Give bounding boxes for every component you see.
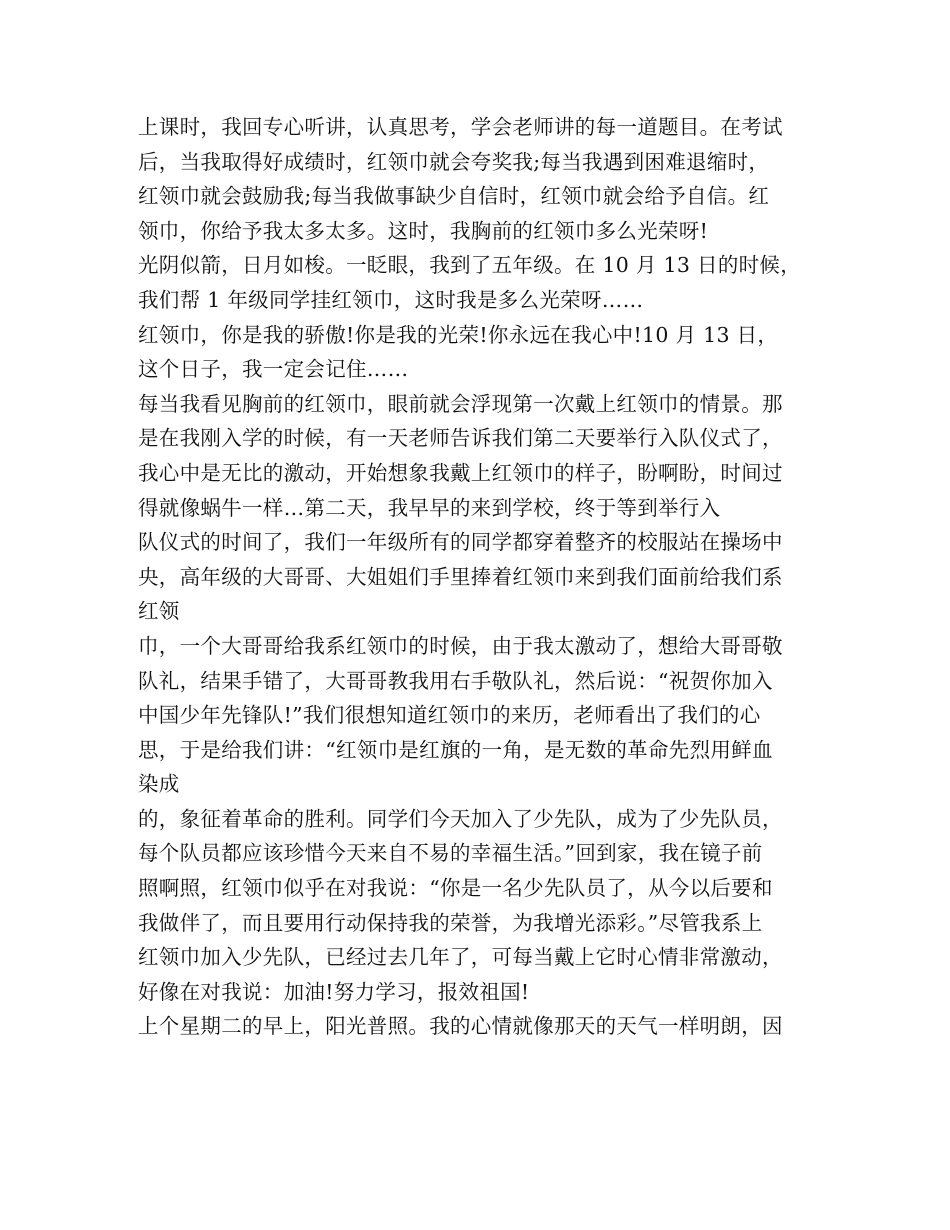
text-line: 光阴似箭，日月如梭。一眨眼，我到了五年级。在 10 月 13 日的时候， — [138, 253, 802, 278]
text-line: 每个队员都应该珍惜今天来自不易的幸福生活。”回到家，我在镜子前 — [138, 841, 763, 866]
text-line: 得就像蜗牛一样…第二天，我早早的来到学校，终于等到举行入 — [138, 495, 721, 520]
text-line: 我心中是无比的激动，开始想象我戴上红领巾的样子，盼啊盼，时间过 — [138, 460, 783, 485]
text-line: 我做伴了，而且要用行动保持我的荣誉，为我增光添彩。”尽管我系上 — [138, 910, 763, 935]
text-line: 上个星期二的早上，阳光普照。我的心情就像那天的天气一样明朗，因 — [138, 1014, 783, 1039]
text-line: 这个日子，我一定会记住…… — [138, 357, 409, 382]
text-line: 思，于是给我们讲：“红领巾是红旗的一角，是无数的革命先烈用鲜血 — [138, 737, 773, 762]
text-line: 上课时，我回专心听讲，认真思考，学会老师讲的每一道题目。在考试 — [138, 115, 783, 139]
text-line: 我们帮 1 年级同学挂红领巾，这时我是多么光荣呀…… — [138, 287, 644, 312]
text-line: 染成 — [138, 772, 180, 797]
text-line: 好像在对我说：加油!努力学习，报效祖国! — [138, 979, 530, 1004]
text-line: 是在我刚入学的时候，有一天老师告诉我们第二天要举行入队仪式了， — [138, 426, 783, 451]
text-line: 巾，一个大哥哥给我系红领巾的时候，由于我太激动了，想给大哥哥敬 — [138, 633, 783, 658]
text-line: 领巾，你给予我太多太多。这时，我胸前的红领巾多么光荣呀! — [138, 218, 709, 243]
text-line: 红领巾，你是我的骄傲!你是我的光荣!你永远在我心中!10 月 13 日， — [138, 322, 779, 347]
document-body — [138, 110, 818, 1044]
text-line: 红领巾就会鼓励我;每当我做事缺少自信时，红领巾就会给予自信。红 — [138, 184, 770, 209]
text-line: 的，象征着革命的胜利。同学们今天加入了少先队，成为了少先队员， — [138, 806, 783, 831]
text-line: 队礼，结果手错了，大哥哥教我用右手敬队礼，然后说：“祝贺你加入 — [138, 668, 773, 693]
text-line: 中国少年先锋队!”我们很想知道红领巾的来历，老师看出了我们的心 — [138, 703, 761, 728]
text-line: 队仪式的时间了，我们一年级所有的同学都穿着整齐的校服站在操场中 — [138, 530, 783, 555]
text-line: 红领 — [138, 599, 180, 624]
text-line: 后，当我取得好成绩时，红领巾就会夸奖我;每当我遇到困难退缩时， — [138, 149, 770, 174]
text-line: 红领巾加入少先队，已经过去几年了，可每当戴上它时心情非常激动， — [138, 945, 783, 970]
text-line: 每当我看见胸前的红领巾，眼前就会浮现第一次戴上红领巾的情景。那 — [138, 391, 783, 416]
text-line: 央，高年级的大哥哥、大姐姐们手里捧着红领巾来到我们面前给我们系 — [138, 564, 783, 589]
text-line: 照啊照，红领巾似乎在对我说：“你是一名少先队员了，从今以后要和 — [138, 876, 773, 901]
